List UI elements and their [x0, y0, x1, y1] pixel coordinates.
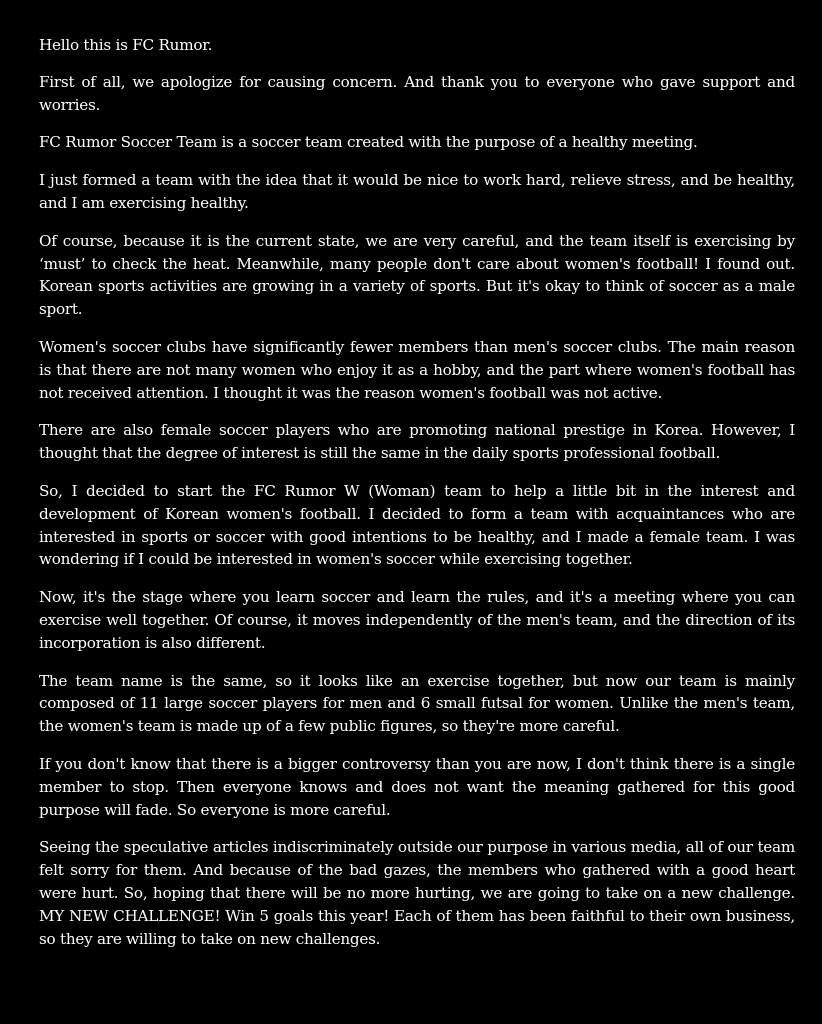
paragraph-team-purpose: FC Rumor Soccer Team is a soccer team created with the purpose of a healthy meeting. [39, 133, 698, 152]
paragraph-controversy: If you don't know that there is a bigger controversy than you are now, I don't think there is a single member to stop. Then everyone knows and does not want the meaning gathered for this good purpose will fade. So everyone is more careful. [39, 754, 795, 819]
paragraph-womens-clubs: Women's soccer clubs have significantly fewer members than men's soccer clubs. The main reason is that there are not many women who enjoy it as a hobby, and the part where women's football has not received attention. I thought it was the reason women's football was not active. [39, 337, 795, 402]
paragraph-team-formation: I just formed a team with the idea that it would be nice to work hard, relieve stress, and be healthy, and I am exercising healthy. [39, 171, 795, 212]
paragraph-learning-stage: Now, it's the stage where you learn soccer and learn the rules, and it's a meeting where you can exercise well together. Of course, it moves independently of the men's team, and the direction of its incorporation is also different. [39, 588, 795, 652]
paragraph-team-composition: The team name is the same, so it looks like an exercise together, but now our team is mainly composed of 11 large soccer players for men and 6 small futsal for women. Unlike the men's team, the women's team is made up of a few public figures, so they're more careful. [39, 671, 795, 736]
paragraph-female-players: There are also female soccer players who are promoting national prestige in Korea. However, I thought that the degree of interest is still the same in the daily sports professional football. [39, 421, 795, 463]
paragraph-fc-rumor-w: So, I decided to start the FC Rumor W (Woman) team to help a little bit in the interest and development of Korean women's football. I decided to form a team with acquaintances who are interested in sports or soccer with good intentions to be healthy, and I made a female team. I was wondering if I could be interested in women's soccer while exercising together. [39, 481, 795, 569]
greeting-line: Hello this is FC Rumor. [39, 36, 213, 54]
paragraph-new-challenge: Seeing the speculative articles indiscriminately outside our purpose in various media, all of our team felt sorry for them. And because of the bad gazes, the members who gathered with a good heart were hurt. So, hoping that there will be no more hurting, we are going to take on a new challenge. MY NEW CHALLENGE! Win 5 goals this year! Each of them has been faithful to their own business, so they are willing to take on new challenges. [39, 838, 795, 948]
paragraph-apology: First of all, we apologize for causing concern. And thank you to everyone who gave support and worries. [39, 72, 795, 114]
paragraph-current-state: Of course, because it is the current state, we are very careful, and the team itself is exercising by ‘must’ to check the heat. Meanwhile, many people don't care about women's football! I found out. Korean sports activities are growing in a variety of sports. But it's okay to think of soccer as a male sport. [39, 231, 795, 319]
